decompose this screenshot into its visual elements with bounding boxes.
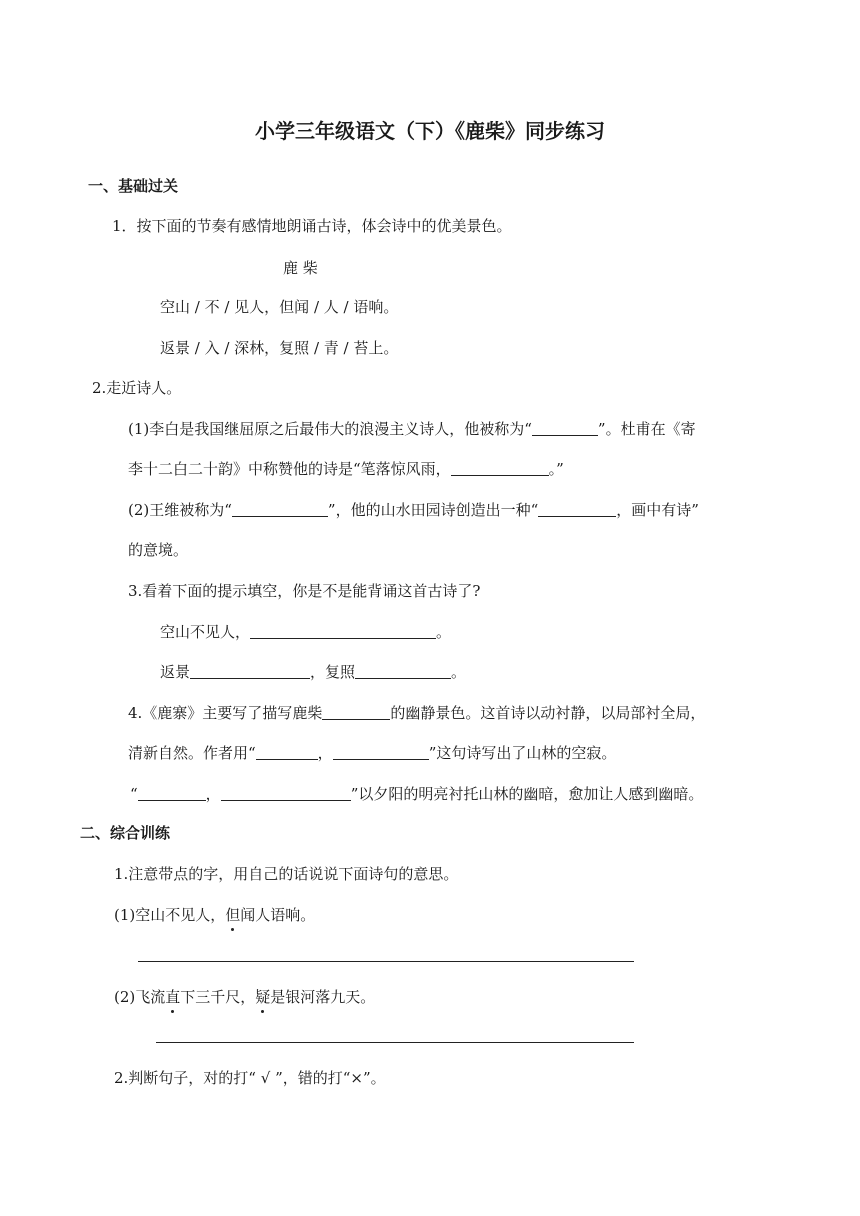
question-2-1-line-1 <box>128 419 696 439</box>
question-1: 1．按下面的节奏有感情地朗诵古诗，体会诗中的优美景色。 <box>112 217 512 235</box>
answer-blank[interactable] <box>333 744 429 760</box>
answer-blank[interactable] <box>322 704 390 720</box>
question-3-line-1 <box>160 622 451 642</box>
answer-blank[interactable] <box>532 420 598 436</box>
poem-title: 鹿 柴 <box>283 259 318 277</box>
answer-blank[interactable] <box>190 663 310 679</box>
practice-question-2: 2.判断句子，对的打“ √ ”，错的打“×”。 <box>114 1069 386 1087</box>
answer-blank[interactable] <box>138 785 206 801</box>
question-2-2-line-2: 的意境。 <box>128 541 189 559</box>
question-text: (1)空山不见人， <box>114 906 226 924</box>
question-text: 闻人语响。 <box>240 906 316 924</box>
poem-sentence-2 <box>114 987 375 1007</box>
question-text: 李十二白二十韵》中称赞他的诗是“笔落惊风雨， <box>128 460 451 478</box>
dotted-character: 但 <box>225 906 241 924</box>
answer-blank[interactable] <box>538 501 616 517</box>
question-3: 3.看着下面的提示填空，你是不是能背诵这首古诗了? <box>128 582 481 600</box>
question-text: 空山不见人， <box>160 623 251 641</box>
question-text: ”以夕阳的明亮衬托山林的幽暗，愈加让人感到幽暗。 <box>350 785 704 803</box>
question-text: ，画中有诗” <box>616 501 699 519</box>
practice-question-1: 1.注意带点的字，用自己的话说说下面诗句的意思。 <box>114 865 459 883</box>
question-text: (1)李白是我国继屈原之后最伟大的浪漫主义诗人，他被称为“ <box>128 420 532 438</box>
answer-blank[interactable] <box>250 623 436 639</box>
question-text: 。 <box>451 663 467 681</box>
answer-blank[interactable] <box>355 663 451 679</box>
question-text: 4.《鹿寨》主要写了描写鹿柴 <box>128 704 323 722</box>
question-text: (2)王维被称为“ <box>128 501 232 519</box>
dotted-character: 疑 <box>255 988 271 1006</box>
question-text: ”。杜甫在《寄 <box>597 420 696 438</box>
question-text: “ <box>130 785 138 803</box>
question-2-1-line-2 <box>128 459 564 479</box>
question-text: 。 <box>436 623 452 641</box>
question-text: 的幽静景色。这首诗以动衬静，以局部衬全局， <box>390 704 706 722</box>
question-text: ，复照 <box>310 663 356 681</box>
section-heading-practice: 二、综合训练 <box>80 824 171 842</box>
question-text: 。” <box>548 460 564 478</box>
answer-blank[interactable] <box>256 744 318 760</box>
question-3-line-2 <box>160 662 466 682</box>
dotted-character: 直 <box>165 988 181 1006</box>
question-2: 2.走近诗人。 <box>92 379 182 397</box>
answer-blank[interactable] <box>232 501 328 517</box>
answer-line[interactable] <box>138 961 634 962</box>
question-text: 返景 <box>160 663 191 681</box>
answer-blank[interactable] <box>221 785 351 801</box>
question-text: ”，他的山水田园诗创造出一种“ <box>327 501 539 519</box>
question-text: 是银河落九天。 <box>270 988 376 1006</box>
page-title: 小学三年级语文（下）《鹿柴》同步练习 <box>255 119 605 143</box>
question-text: ， <box>205 785 221 803</box>
question-4-line-1 <box>128 703 705 723</box>
poem-line-2: 返景 / 入 / 深林，复照 / 青 / 苔上。 <box>160 339 399 357</box>
question-text: (2)飞流 <box>114 988 166 1006</box>
question-text: ， <box>317 744 333 762</box>
question-4-line-2 <box>128 743 616 763</box>
poem-sentence-1 <box>114 905 315 925</box>
answer-line[interactable] <box>156 1042 634 1043</box>
question-text: 清新自然。作者用“ <box>128 744 256 762</box>
section-heading-basics: 一、基础过关 <box>88 177 179 195</box>
answer-blank[interactable] <box>451 460 549 476</box>
question-text: ”这句诗写出了山林的空寂。 <box>428 744 617 762</box>
question-4-line-3 <box>130 784 703 804</box>
question-2-2-line-1 <box>128 500 699 520</box>
question-text: 下三千尺， <box>180 988 256 1006</box>
poem-line-1: 空山 / 不 / 见人，但闻 / 人 / 语响。 <box>160 298 399 316</box>
